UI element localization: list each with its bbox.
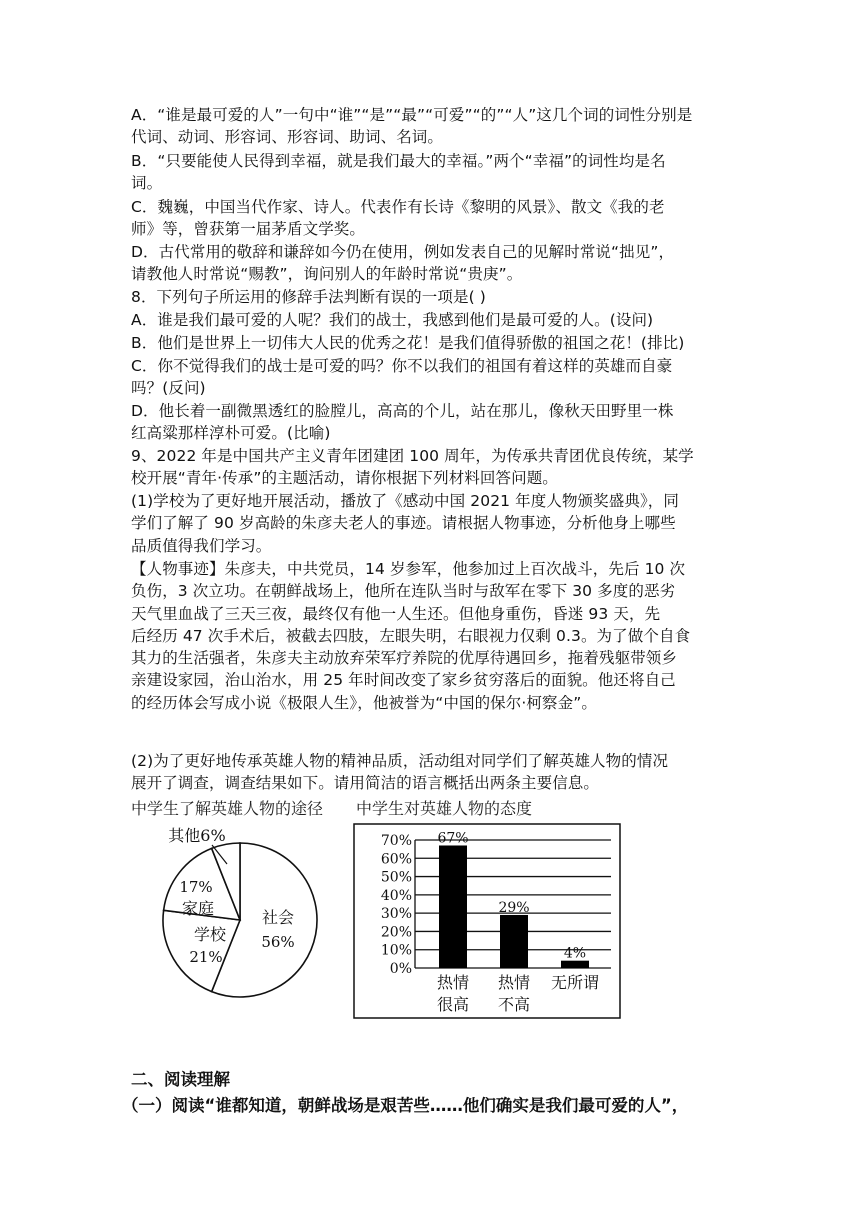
bar-value-label: 29% <box>498 899 530 916</box>
text-line: 品质值得我们学习。 <box>131 536 272 555</box>
text-line: A．“谁是最可爱的人”一句中“谁”“是”“最”“可爱”“的”“人”这几个词的词性分别是 <box>131 106 693 124</box>
pie-label-name: 学校 <box>193 925 227 944</box>
text-line: 负伤，3 次立功。在朝鲜战场上，他所在连队当时与敌军在零下 30 多度的恶劣 <box>131 582 676 601</box>
text-line: A．谁是我们最可爱的人呢？我们的战士，我感到他们是最可爱的人。(设问) <box>131 311 654 329</box>
text-line: D．古代常用的敬辞和谦辞如今仍在使用，例如发表自己的见解时常说“拙见”， <box>131 243 675 261</box>
text-line: 师》等，曾获第一届茅盾文学奖。 <box>131 220 366 239</box>
text-line: 8．下列句子所运用的修辞手法判断有误的一项是( ) <box>131 288 486 306</box>
text-line: (2)为了更好地传承英雄人物的精神品质，活动组对同学们了解英雄人物的情况 <box>131 752 669 770</box>
paragraph <box>131 104 731 149</box>
paragraph <box>131 241 731 286</box>
pie-chart <box>160 818 360 1018</box>
y-tick-label: 0% <box>389 961 412 977</box>
bar-chart <box>353 823 621 1019</box>
text-line: 请教他人时常说“赐教”，询问别人的年龄时常说“贵庚”。 <box>131 265 523 284</box>
x-category-label: 不高 <box>497 995 531 1014</box>
bar-value-label: 67% <box>437 830 469 847</box>
text-line: 校开展“青年·传承”的主题活动，请你根据下列材料回答问题。 <box>131 469 558 488</box>
text-line: 学们了解了 90 岁高龄的朱彦夫老人的事迹。请根据人物事迹，分析他身上哪些 <box>131 514 676 533</box>
paragraph <box>131 750 731 795</box>
section-title: 二、阅读理解 <box>131 1070 230 1089</box>
paragraph <box>131 355 731 400</box>
paragraph <box>131 490 731 557</box>
text-line: 后经历 47 次手术后，被截去四肢，左眼失明，右眼视力仅剩 0.3。为了做个自食 <box>131 626 691 645</box>
paragraph <box>131 286 731 308</box>
bar <box>500 915 528 968</box>
paragraph <box>131 150 731 195</box>
y-tick-label: 40% <box>380 887 412 904</box>
bar-chart-title: 中学生对英雄人物的态度 <box>356 799 533 818</box>
text-line: 的经历体会写成小说《极限人生》，他被誉为“中国的保尔·柯察金”。 <box>131 693 597 712</box>
text-line: 天气里血战了三天三夜，最终仅有他一人生还。但他身重伤，昏迷 93 天，先 <box>131 604 661 623</box>
reading-intro: （一）阅读“谁都知道，朝鲜战场是艰苦些……他们确实是我们最可爱的人”， <box>122 1096 689 1115</box>
pie-label-name: 社会 <box>261 908 295 927</box>
pie-label-other: 其他6% <box>168 826 226 845</box>
x-category-label: 热情 <box>436 973 470 992</box>
pie-label-name: 家庭 <box>181 899 215 918</box>
pie-label-value: 17% <box>179 878 213 896</box>
text-line: (1)学校为了更好地开展活动，播放了《感动中国 2021 年度人物颁奖盛典》，同 <box>131 492 680 510</box>
y-tick-label: 50% <box>380 869 412 886</box>
bar <box>439 845 467 968</box>
pie-label-value: 56% <box>261 933 295 951</box>
y-tick-label: 70% <box>380 833 412 849</box>
paragraph <box>131 400 731 445</box>
text-line: 代词、动词、形容词、形容词、助词、名词。 <box>131 128 444 147</box>
text-line: 亲建设家园，治山治水，用 25 年时间改变了家乡贫穷落后的面貌。他还将自己 <box>131 671 676 690</box>
paragraph <box>131 309 731 331</box>
text-line: 9、2022 年是中国共产主义青年团建团 100 周年，为传承共青团优良传统，某学 <box>131 447 694 465</box>
pie-label-value: 21% <box>189 948 223 966</box>
text-line: 红高粱那样淳朴可爱。(比喻) <box>131 424 331 443</box>
paragraph <box>131 558 731 714</box>
pie-chart-title: 中学生了解英雄人物的途径 <box>131 799 324 818</box>
text-line: B．“只要能使人民得到幸福，就是我们最大的幸福。”两个“幸福”的词性均是名 <box>131 152 666 170</box>
bar-value-label: 4% <box>563 945 587 962</box>
x-category-label: 无所谓 <box>550 973 600 992</box>
paragraph <box>131 196 731 241</box>
text-line: B．他们是世界上一切伟大人民的优秀之花！是我们值得骄傲的祖国之花！(排比) <box>131 334 685 352</box>
paragraph <box>131 445 731 490</box>
text-line: 【人物事迹】朱彦夫，中共党员，14 岁参军，他参加过上百次战斗，先后 10 次 <box>131 560 686 578</box>
text-line: 展开了调查，调查结果如下。请用简洁的语言概括出两条主要信息。 <box>131 774 600 793</box>
x-category-label: 热情 <box>497 973 531 992</box>
bar <box>561 961 589 968</box>
paragraph <box>131 332 731 354</box>
text-line: 词。 <box>131 174 163 193</box>
text-line: 其力的生活强者，朱彦夫主动放弃荣军疗养院的优厚待遇回乡，拖着残躯带领乡 <box>131 649 678 668</box>
text-line: D．他长着一副微黑透红的脸膛儿，高高的个儿，站在那儿，像秋天田野里一株 <box>131 402 674 420</box>
y-tick-label: 30% <box>380 906 412 923</box>
x-category-label: 很高 <box>436 995 470 1014</box>
text-line: 吗？(反问) <box>131 379 206 398</box>
y-tick-label: 20% <box>380 924 412 941</box>
text-line: C．你不觉得我们的战士是可爱的吗？你不以我们的祖国有着这样的英雄而自豪 <box>131 357 673 375</box>
y-tick-label: 60% <box>380 851 412 868</box>
y-tick-label: 10% <box>380 942 412 959</box>
text-line: C．魏巍，中国当代作家、诗人。代表作有长诗《黎明的风景》、散文《我的老 <box>131 198 665 216</box>
